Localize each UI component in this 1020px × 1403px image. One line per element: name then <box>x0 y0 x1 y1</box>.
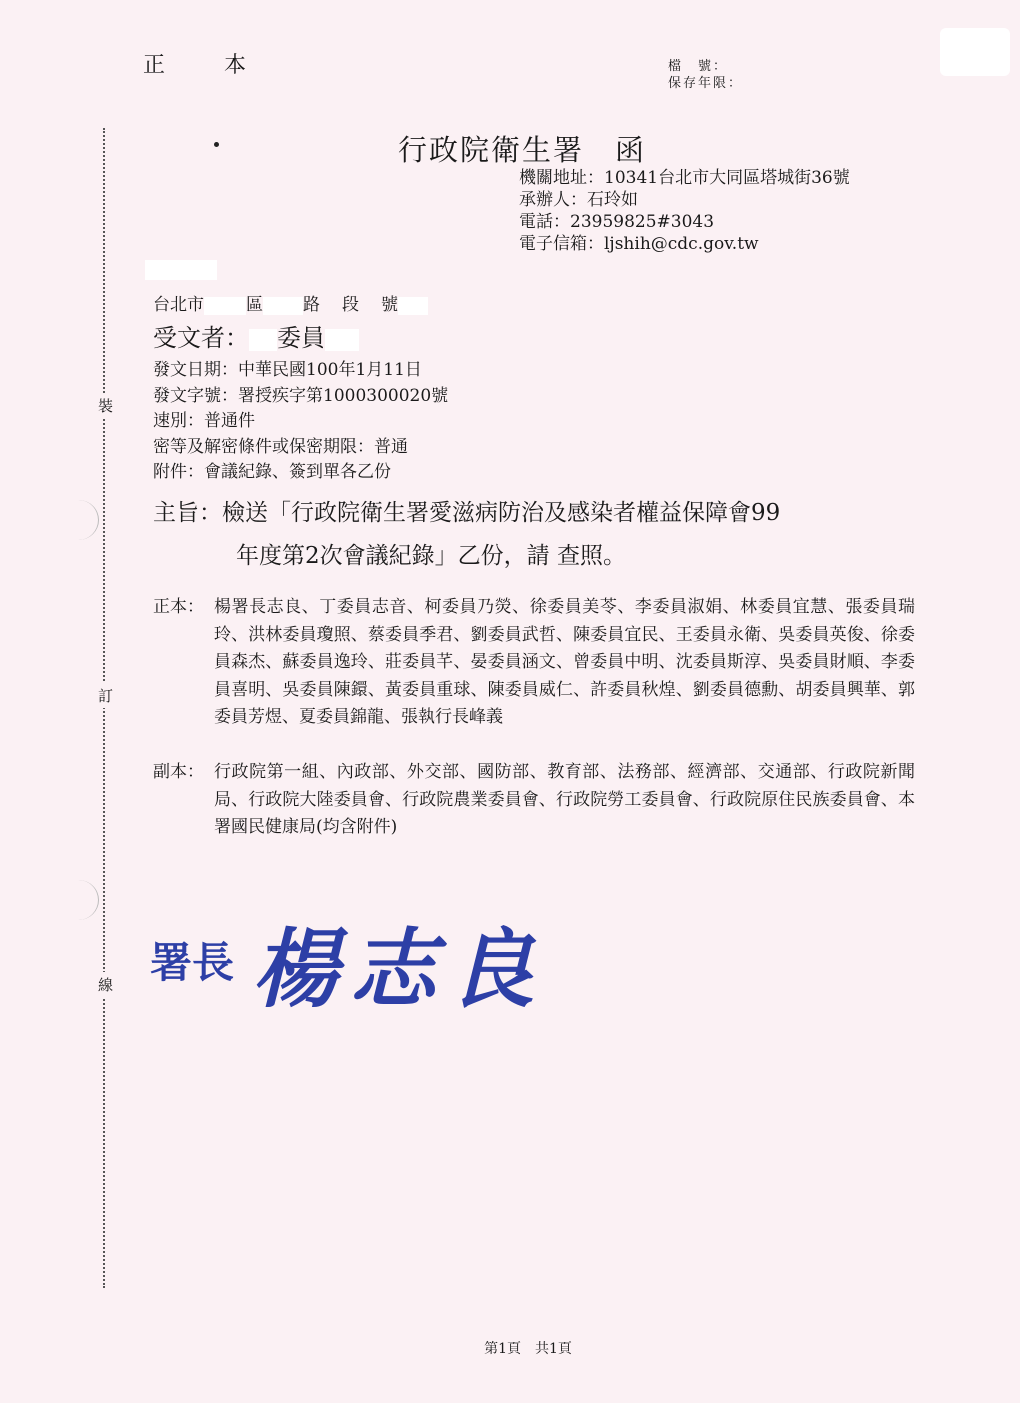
address-number: 號 <box>381 295 398 315</box>
document-title: 行政院衛生署 函 <box>398 133 647 167</box>
file-number-label: 檔 號： <box>668 59 729 74</box>
delivery-speed: 速別：普通件 <box>153 411 255 431</box>
punch-hole <box>58 500 99 540</box>
original-recipients-text: 楊署長志良、丁委員志音、柯委員乃熒、徐委員美苓、李委員淑娟、林委員宜慧、張委員瑞玲、洪林委員瓊照、蔡委員季君、劉委員武哲、陳委員宜民、王委員永衛、吳委員英俊、徐委員森杰、蘇委員逸玲、莊委員芊、晏委員涵文、曾委員中明、沈委員斯淳、吳委員財順、李委員喜明、吳委員陳鐶、黃委員重球、陳委員威仁、許委員秋煌、劉委員德勳、胡委員興華、郭委員芳煜、夏委員錦龍、張執行長峰義 <box>214 597 915 727</box>
agency-phone: 電話：23959825#3043 <box>519 212 715 232</box>
signature-title: 署長 <box>150 938 235 987</box>
document-number: 發文字號：署授疾字第1000300020號 <box>153 385 449 406</box>
subject <box>153 492 923 578</box>
retention-period-label: 保存年限： <box>668 76 744 91</box>
subject-line-2: 年度第2次會議紀錄」乙份，請 查照。 <box>236 543 626 569</box>
redaction-block <box>145 260 217 280</box>
recipient-title: 委員 <box>277 324 325 352</box>
address-district: 區 <box>246 295 263 315</box>
address-road: 路 <box>303 295 320 315</box>
original-recipients <box>153 594 915 732</box>
binding-mark-ding: 訂 <box>98 683 113 708</box>
agency-info <box>519 167 850 255</box>
redaction-block <box>204 297 246 315</box>
copy-mark: 正 本 <box>143 53 272 78</box>
document-meta <box>153 358 448 486</box>
secrecy-level: 密等及解密條件或保密期限：普通 <box>153 436 408 457</box>
address-city: 台北市 <box>153 295 204 315</box>
address-section: 段 <box>342 295 359 315</box>
redaction-block <box>398 297 428 315</box>
redaction-block <box>249 329 277 351</box>
file-meta <box>668 58 743 92</box>
signature-name: 楊志良 <box>252 919 546 1020</box>
original-recipients-label: 正本： <box>153 597 204 617</box>
redaction-block <box>263 297 303 315</box>
recipient <box>153 318 359 353</box>
binding-line <box>103 128 105 1288</box>
redaction-block <box>940 28 1010 76</box>
recipient-address <box>153 290 428 315</box>
recipient-label: 受文者： <box>153 324 249 352</box>
subject-line-1: 主旨：檢送「行政院衛生署愛滋病防治及感染者權益保障會99 <box>153 500 781 526</box>
copy-recipients <box>153 759 915 842</box>
copy-recipients-label: 副本： <box>153 762 204 782</box>
attachments: 附件：會議紀錄、簽到單各乙份 <box>153 462 391 482</box>
binding-mark-xian: 線 <box>98 972 113 997</box>
binding-mark-zhuang: 裝 <box>98 393 113 418</box>
agency-handler: 承辦人：石玲如 <box>519 190 638 210</box>
punch-hole <box>58 880 99 920</box>
dot-mark <box>214 142 219 147</box>
agency-address: 機關地址：10341台北市大同區塔城街36號 <box>519 168 850 188</box>
page-number: 第1頁 共1頁 <box>484 1341 572 1357</box>
issue-date: 發文日期：中華民國100年1月11日 <box>153 360 422 380</box>
redaction-block <box>325 329 359 351</box>
agency-email: 電子信箱：ljshih@cdc.gov.tw <box>519 234 759 254</box>
copy-recipients-text: 行政院第一組、內政部、外交部、國防部、教育部、法務部、經濟部、交通部、行政院新聞局、行政院大陸委員會、行政院農業委員會、行政院勞工委員會、行政院原住民族委員會、本署國民健康局(均含附件) <box>214 762 915 837</box>
